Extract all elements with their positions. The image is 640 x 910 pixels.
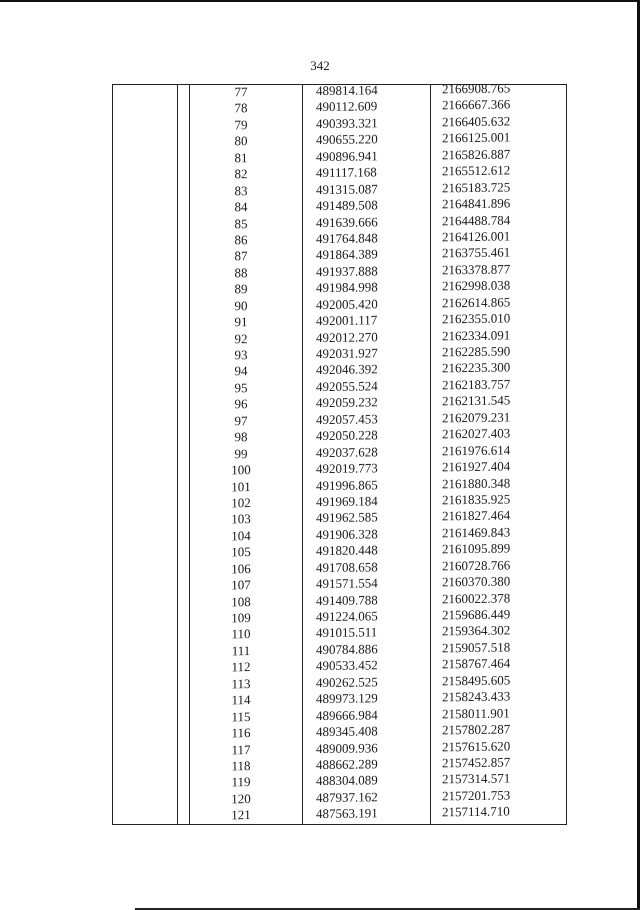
x-coordinate-cell: 490533.452 bbox=[316, 657, 378, 674]
point-number-cell: 102 bbox=[231, 495, 251, 511]
x-coordinate-cell: 491906.328 bbox=[316, 526, 378, 542]
x-coordinate-cell: 491639.666 bbox=[316, 213, 378, 230]
x-coordinate-cell: 491764.848 bbox=[316, 230, 378, 247]
y-coordinate-cell: 2158011.901 bbox=[442, 705, 510, 722]
y-coordinate-cell: 2165183.725 bbox=[442, 179, 511, 196]
y-coordinate-cell: 2162079.231 bbox=[442, 409, 511, 426]
x-coordinate-cell: 492055.524 bbox=[316, 378, 378, 395]
point-number-cell: 100 bbox=[231, 462, 251, 478]
point-number-cell: 88 bbox=[234, 264, 248, 281]
y-coordinate-cell: 2166125.001 bbox=[442, 129, 511, 146]
x-coordinate-cell: 489973.129 bbox=[316, 690, 378, 707]
y-coordinate-cell: 2162235.300 bbox=[442, 359, 511, 376]
x-coordinate-cell: 492050.228 bbox=[316, 427, 378, 444]
y-coordinate-cell: 2157314.571 bbox=[442, 770, 511, 787]
point-number-cell: 118 bbox=[231, 758, 251, 774]
x-coordinate-cell: 491969.184 bbox=[316, 493, 378, 510]
point-number-cell: 116 bbox=[231, 725, 251, 741]
y-coordinate-cell: 2157452.857 bbox=[442, 754, 511, 771]
point-number-cell: 92 bbox=[234, 330, 248, 346]
y-coordinate-cell: 2161835.925 bbox=[442, 491, 511, 508]
x-coordinate-cell: 491937.888 bbox=[316, 263, 378, 279]
point-number-cell: 110 bbox=[231, 626, 251, 642]
y-coordinate-cell: 2157114.710 bbox=[442, 803, 510, 820]
x-coordinate-cell: 490393.321 bbox=[316, 115, 378, 132]
y-coordinate-cell: 2162183.757 bbox=[442, 376, 511, 393]
point-number-cell: 115 bbox=[231, 708, 251, 724]
point-number-cell: 113 bbox=[231, 675, 251, 692]
y-coordinate-cell: 2163378.877 bbox=[442, 261, 511, 278]
x-coordinate-cell: 490655.220 bbox=[316, 131, 378, 148]
point-number-cell: 86 bbox=[234, 232, 248, 248]
y-coordinate-cell: 2165512.612 bbox=[442, 162, 511, 179]
y-coordinate-cell: 2166908.765 bbox=[442, 80, 511, 97]
x-coordinate-cell: 492019.773 bbox=[316, 460, 378, 477]
x-coordinate-cell: 491224.065 bbox=[316, 608, 378, 625]
point-number-cell: 94 bbox=[234, 363, 248, 379]
x-coordinate-cell: 489814.164 bbox=[316, 82, 378, 99]
x-coordinate-cell: 491015.511 bbox=[316, 624, 378, 641]
y-coordinate-cell: 2159057.518 bbox=[442, 639, 511, 656]
y-coordinate-cell: 2158243.433 bbox=[442, 688, 511, 705]
x-coordinate-cell: 490896.941 bbox=[316, 148, 378, 164]
x-coordinate-cell: 488662.289 bbox=[316, 756, 378, 773]
y-coordinate-cell: 2164126.001 bbox=[442, 228, 511, 245]
y-coordinate-cell: 2158495.605 bbox=[442, 672, 511, 689]
x-coordinate-cell: 487563.191 bbox=[316, 805, 378, 822]
point-number-cell: 107 bbox=[231, 577, 251, 593]
y-coordinate-cell: 2166405.632 bbox=[442, 113, 511, 130]
y-coordinate-cell: 2162614.865 bbox=[442, 294, 511, 311]
y-coordinate-cell: 2157615.620 bbox=[442, 737, 511, 754]
x-coordinate-cell: 492057.453 bbox=[316, 411, 378, 427]
x-coordinate-cell: 491571.554 bbox=[316, 575, 378, 592]
point-number-cell: 99 bbox=[234, 445, 248, 461]
y-coordinate-cell: 2160022.378 bbox=[442, 590, 511, 606]
point-number-cell: 103 bbox=[231, 511, 251, 527]
y-coordinate-cell: 2161469.843 bbox=[442, 524, 511, 541]
point-number-cell: 106 bbox=[231, 560, 251, 577]
x-coordinate-cell: 491489.508 bbox=[316, 197, 378, 214]
point-number-cell: 117 bbox=[231, 741, 251, 757]
y-coordinate-cell: 2166667.366 bbox=[442, 96, 511, 113]
x-coordinate-cell: 492046.392 bbox=[316, 361, 378, 378]
y-coordinate-cell: 2161827.464 bbox=[442, 507, 511, 524]
x-coordinate-cell: 489666.984 bbox=[316, 706, 378, 723]
point-number-cell: 83 bbox=[234, 182, 248, 198]
point-number-cell: 105 bbox=[231, 544, 251, 560]
x-coordinate-cell: 491864.389 bbox=[316, 246, 378, 263]
x-coordinate-cell: 492059.232 bbox=[316, 394, 378, 411]
point-number-cell: 112 bbox=[231, 659, 251, 675]
x-coordinate-cell: 491984.998 bbox=[316, 279, 378, 296]
x-coordinate-cell: 491708.658 bbox=[316, 558, 378, 575]
y-coordinate-cell: 2159686.449 bbox=[442, 606, 511, 623]
page-number: 342 bbox=[310, 58, 330, 73]
y-coordinate-cell: 2161927.404 bbox=[442, 458, 511, 475]
y-coordinate-cell: 2160370.380 bbox=[442, 573, 511, 590]
point-number-cell: 84 bbox=[234, 199, 248, 215]
point-number-cell: 98 bbox=[234, 429, 248, 445]
y-coordinate-cell: 2161095.899 bbox=[442, 540, 511, 557]
x-coordinate-cell: 489345.408 bbox=[316, 723, 378, 740]
y-coordinate-cell: 2161976.614 bbox=[442, 442, 511, 459]
point-number-cell: 82 bbox=[234, 166, 248, 182]
y-coordinate-cell: 2158767.464 bbox=[442, 655, 511, 672]
y-coordinate-cell: 2162027.403 bbox=[442, 425, 511, 442]
x-coordinate-cell: 492031.927 bbox=[316, 345, 378, 362]
point-number-cell: 120 bbox=[231, 790, 251, 807]
x-coordinate-cell: 490112.609 bbox=[316, 98, 378, 115]
x-coordinate-cell: 490262.525 bbox=[316, 674, 378, 690]
point-number-cell: 109 bbox=[231, 610, 251, 626]
point-number-cell: 101 bbox=[231, 478, 251, 494]
x-coordinate-cell: 491996.865 bbox=[316, 476, 378, 493]
x-coordinate-cell: 492012.270 bbox=[316, 328, 378, 345]
x-coordinate-cell: 491315.087 bbox=[316, 180, 378, 197]
x-coordinate-cell: 490784.886 bbox=[316, 641, 378, 658]
table-body bbox=[112, 80, 567, 826]
y-coordinate-cell: 2162334.091 bbox=[442, 327, 511, 343]
point-number-cell: 80 bbox=[234, 133, 248, 149]
y-coordinate-cell: 2161880.348 bbox=[442, 474, 511, 491]
point-number-cell: 79 bbox=[234, 116, 248, 133]
point-number-cell: 87 bbox=[234, 248, 248, 264]
y-coordinate-cell: 2162131.545 bbox=[442, 392, 511, 409]
point-number-cell: 91 bbox=[234, 314, 248, 330]
x-coordinate-cell: 491409.788 bbox=[316, 591, 378, 608]
y-coordinate-cell: 2164488.784 bbox=[442, 211, 511, 228]
y-coordinate-cell: 2157201.753 bbox=[442, 787, 511, 804]
y-coordinate-cell: 2157802.287 bbox=[442, 721, 511, 738]
x-coordinate-cell: 491117.168 bbox=[316, 164, 377, 181]
y-coordinate-cell: 2159364.302 bbox=[442, 622, 511, 639]
x-coordinate-cell: 488304.089 bbox=[316, 772, 378, 789]
x-coordinate-cell: 489009.936 bbox=[316, 739, 378, 756]
y-coordinate-cell: 2162998.038 bbox=[442, 277, 511, 294]
point-number-cell: 95 bbox=[234, 379, 248, 396]
point-number-cell: 85 bbox=[234, 215, 248, 231]
point-number-cell: 78 bbox=[234, 100, 248, 116]
y-coordinate-cell: 2165826.887 bbox=[442, 146, 511, 163]
y-coordinate-cell: 2164841.896 bbox=[442, 195, 511, 212]
y-coordinate-cell: 2162355.010 bbox=[442, 310, 511, 327]
point-number-cell: 111 bbox=[231, 642, 251, 659]
point-number-cell: 77 bbox=[234, 84, 248, 100]
point-number-cell: 108 bbox=[231, 593, 251, 609]
x-coordinate-cell: 487937.162 bbox=[316, 789, 378, 805]
point-number-cell: 97 bbox=[234, 412, 248, 429]
point-number-cell: 90 bbox=[234, 297, 248, 313]
x-coordinate-cell: 491962.585 bbox=[316, 509, 378, 526]
point-number-cell: 81 bbox=[234, 149, 248, 166]
y-coordinate-cell: 2162285.590 bbox=[442, 343, 511, 360]
point-number-cell: 114 bbox=[231, 692, 251, 708]
x-coordinate-cell: 492005.420 bbox=[316, 295, 378, 312]
y-coordinate-cell: 2163755.461 bbox=[442, 244, 511, 261]
point-number-cell: 121 bbox=[231, 807, 251, 823]
point-number-cell: 93 bbox=[234, 347, 248, 363]
x-coordinate-cell: 492037.628 bbox=[316, 443, 378, 460]
point-number-cell: 96 bbox=[234, 396, 248, 412]
point-number-cell: 89 bbox=[234, 281, 248, 297]
x-coordinate-cell: 492001.117 bbox=[316, 312, 378, 329]
x-coordinate-cell: 491820.448 bbox=[316, 542, 378, 559]
y-coordinate-cell: 2160728.766 bbox=[442, 557, 511, 574]
point-number-cell: 104 bbox=[231, 527, 251, 544]
page-border-top bbox=[0, 0, 640, 2]
point-number-cell: 119 bbox=[231, 774, 251, 790]
